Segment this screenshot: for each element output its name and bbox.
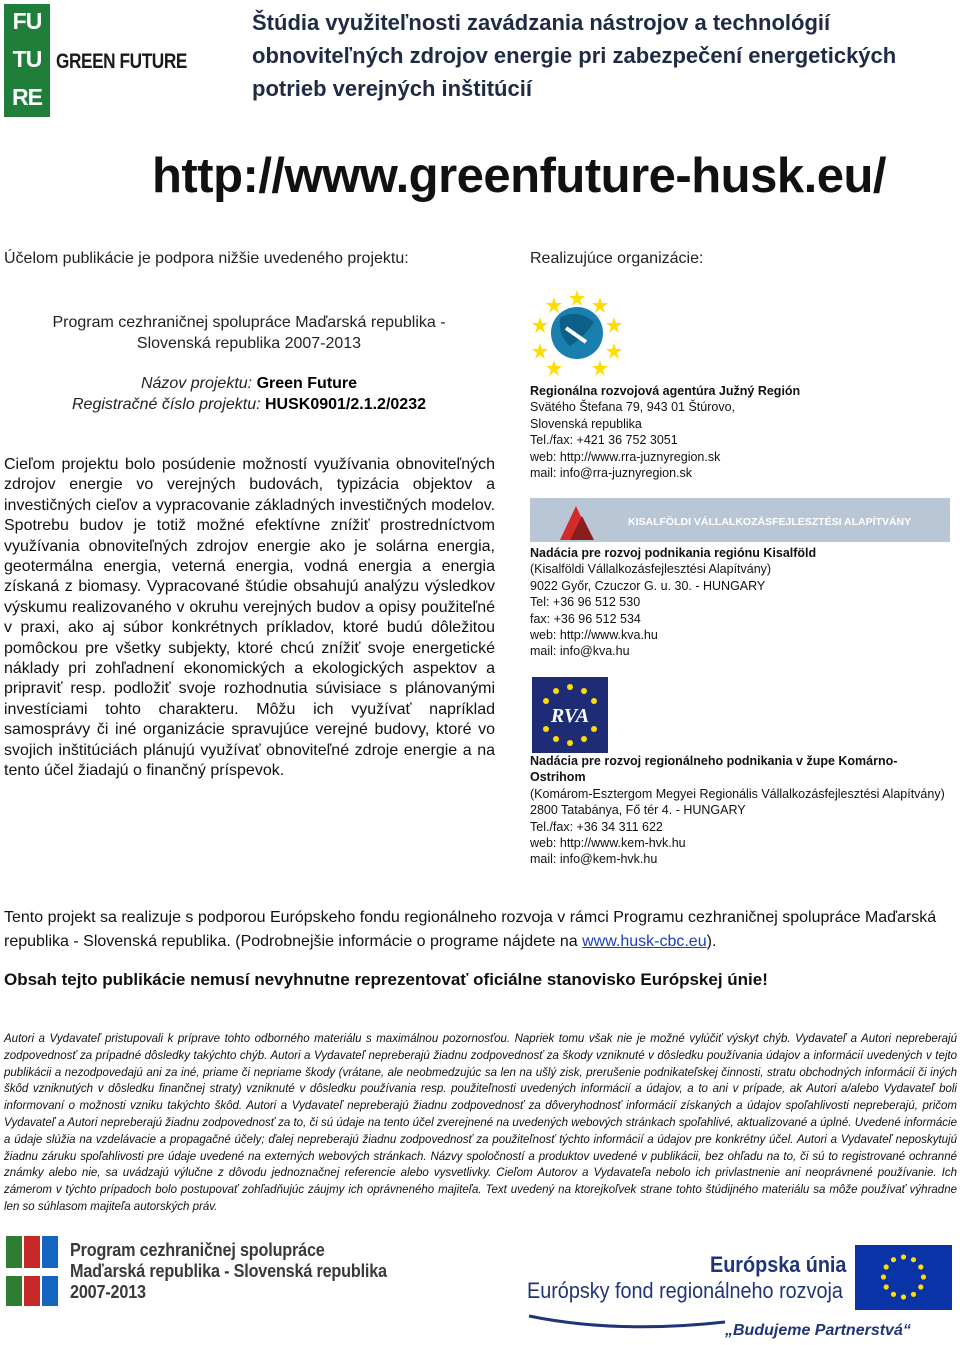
program-title [4, 312, 494, 354]
program-line-1: Program cezhraničnej spolupráce Maďarská republika - [52, 314, 446, 331]
org-rva-line: Tel./fax: +36 34 311 622 [530, 819, 663, 834]
program-logo-text [70, 1240, 387, 1303]
project-identity [4, 373, 494, 415]
org-rva-line: 2800 Tatabánya, Fő tér 4. - HUNGARY [530, 803, 746, 818]
logo-letters-fu: FU [12, 8, 42, 34]
org-rra [530, 383, 950, 481]
partnership-swoosh [527, 1312, 727, 1330]
kva-logo-text: KISALFÖLDI VÁLLALKOZÁSFEJLESZTÉSI ALAPÍTVÁNY [628, 516, 912, 528]
org-kva-line: Tel: +36 96 512 530 [530, 595, 641, 610]
project-reg-value: HUSK0901/2.1.2/0232 [264, 396, 426, 413]
org-kva-line: 9022 Győr, Czuczor G. u. 30. - HUNGARY [530, 578, 766, 593]
rva-logo-text: RVA [550, 705, 590, 727]
project-name-label: Názov projektu: [140, 375, 253, 392]
kva-logo [530, 498, 950, 542]
org-rra-line: Svätého Štefana 79, 943 01 Štúrovo, [530, 400, 736, 415]
program-logo-line: 2007-2013 [70, 1282, 146, 1302]
page-title: Štúdia využiteľnosti zavádzania nástrojov a technológií obnoviteľných zdrojov energie pri zabezpečení energetických potrieb verejných inštitúcií [252, 10, 897, 101]
program-logo-line: Program cezhraničnej spolupráce [70, 1240, 325, 1260]
eu-title: Európska únia [710, 1252, 847, 1277]
org-rva-name: Nadácia pre rozvoj regionálneho podnikania v župe Komárno-Ostrihom [530, 754, 898, 785]
partners-slogan: „Budujeme Partnerstvá“ [725, 1322, 911, 1339]
husk-cbc-link[interactable]: www.husk-cbc.eu [582, 933, 707, 950]
org-kva [530, 545, 950, 660]
funding-notice [4, 906, 956, 954]
org-rra-mail[interactable]: mail: info@rra-juznyregion.sk [530, 466, 693, 481]
logo-letters-re: RE [12, 84, 42, 110]
org-rra-web[interactable]: web: http://www.rra-juznyregion.sk [530, 449, 721, 464]
fine-print: Autori a Vydavateľ pristupovali k príprave tohto odborného materiálu s maximálnou pozornosťou. Napriek tomu však nie je možné vylúčiť výskyt chýb. Vydavateľ a Autori nepreberajú zodpovednosť za prípadné dôsledky takýchto chýb. Autori a Vydavateľ nepreberajú žiadnu zodpovednosť za škody vzniknuté v dôsledku používania údajov a informácií uvedených v tejto publikácii a nezodpovedajú ani za iné, priame či nepriame škody (vrátane, ale neobmedzujúc sa len na ušlý zisk, prerušenie podnikateľskej činnosti, stratu obchodných informácií či iných škôd vzniknutých v dôsledku finančnej straty) vzniknuté v dôsledku používania resp. použiteľnosti uvedených informácií a údajov, a to ani v prípade, ak Autori a/alebo Vydavateľ boli informovaní o možnosti vzniku takýchto škôd. Autori a Vydavateľ nepreberajú žiadnu zodpovednosť za dôveryhodnosť informácií získaných a údajov spoľahlivosti nepreberajú, pričom Vydavateľ a Autori nepreberajú žiadnu zodpovednosť za to, či sú údaje na tento účel zverejnené na uvedených webových stránkach spoľahlivé, aktualizované a úplné. Uvedené informácie a údaje slúžia na vzdelávacie a propagačné účely; ďalej nepreberajú žiadnu zodpovednosť za použiteľnosť týchto informácií a údajov pre konkrétny účel. Autori a Vydavateľ neposkytujú žiadnu záruku spoľahlivosti pre údaje uvedené na externých webových stránkach. Názvy spoločností a produktov uvedené v publikácii, bez ohľadu na to, či sú to registrované ochranné známky alebo nie, sa uvádzajú výlučne z dôvodu jednoznačnej referencie alebo vysvetlivky. Cieľom Autorov a Vydavateľa nebolo ich privlastnenie ani neoprávnené používanie. Ich zámerom v týchto prípadoch bolo postupovať zohľadňujúc záujmy ich oprávneného majiteľa. Text uvedený na ktorejkoľvek strane tohto štúdijného materiálu sa môže používať výhradne len so súhlasom majiteľa autorských práv. [4, 1033, 957, 1213]
org-kva-name: Nadácia pre rozvoj podnikania regiónu Kisalföld [530, 546, 817, 560]
rra-star-globe-logo [530, 288, 624, 378]
program-line-2: Slovenská republika 2007-2013 [136, 335, 362, 352]
program-logo-line: Maďarská republika - Slovenská republika [70, 1261, 387, 1281]
logo-letters-tu: TU [12, 46, 42, 72]
program-logo-mark [4, 1232, 66, 1310]
erdf-title: Európsky fond regionálneho rozvoja [527, 1278, 843, 1303]
eu-flag-icon [855, 1245, 952, 1310]
eu-disclaimer: Obsah tejto publikácie nemusí nevyhnutne reprezentovať oficiálne stanovisko Európskej únie! [4, 970, 768, 989]
logo-wordmark: GREEN FUTURE [56, 50, 187, 73]
purpose-text: Účelom publikácie je podpora nižšie uvedeného projektu: [4, 250, 409, 267]
org-rva [530, 753, 950, 868]
project-name-value: Green Future [256, 375, 358, 392]
funding-text-end: ). [706, 933, 717, 950]
org-rra-line: Tel./fax: +421 36 752 3051 [530, 433, 678, 448]
future-logo [4, 4, 50, 117]
orgs-heading: Realizujúce organizácie: [530, 250, 704, 267]
funding-text: Tento projekt sa realizuje s podporou Európskeho fondu regionálneho rozvoja v rámci Programu cezhraničnej spolupráce Maďarská republika - Slovenská republika. (Podrobnejšie informácie o programe nájdete na [4, 909, 937, 950]
org-rva-web[interactable]: web: http://www.kem-hvk.hu [530, 836, 686, 851]
org-kva-mail[interactable]: mail: info@kva.hu [530, 644, 630, 659]
org-kva-web[interactable]: web: http://www.kva.hu [530, 628, 658, 643]
project-reg-label: Registračné číslo projektu: [72, 396, 261, 413]
org-rra-line: Slovenská republika [530, 416, 642, 431]
org-kva-line: fax: +36 96 512 534 [530, 611, 641, 626]
org-kva-line: (Kisalföldi Vállalkozásfejlesztési Alapítvány) [530, 562, 772, 577]
project-url[interactable]: http://www.greenfuture-husk.eu/ [152, 149, 887, 203]
rva-logo [532, 677, 608, 753]
project-description: Cieľom projektu bolo posúdenie možností využívania obnoviteľných zdrojov energie vo verejných budovách, typizácia objektov a investičných cieľov a vypracovanie základných investičných modelov. Spotrebu budov je totiž možné efektívne znížiť prostredníctvom využívania obnoviteľných zdrojov energie ako je solárna energia, geotermálna energia, veterná energia, vodná energia a energia získaná z biomasy. Vypracované štúdie obsahujú analýzu výsledkov výskumu realizovaného v okruhu verejných budov a opisy použiteľné v praxi, ako aj súbor konkrétnych príkladov, ktoré budú dôležitou pomôckou pre všetky subjekty, ktoré chcú znížiť svoje energetické náklady pri zohľadnení ekonomických a ekologických aspektov a pripraviť resp. podložiť svoje rozhodnutia súvisiace s plánovanými investíciami tohto charakteru. Môžu ich využívať napríklad samosprávy či iné organizácie spravujúce verejné budovy, ktoré vo svojich inštitúciách plánujú využívať obnoviteľné zdroje energie a na tento účel žiadajú o finančný príspevok. [4, 456, 495, 780]
org-rra-name: Regionálna rozvojová agentúra Južný Región [530, 384, 801, 398]
org-rva-line: (Komárom-Esztergom Megyei Regionális Vállalkozásfejlesztési Alapítvány) [530, 786, 945, 801]
org-rva-mail[interactable]: mail: info@kem-hvk.hu [530, 852, 658, 867]
program-logo [4, 1232, 387, 1312]
